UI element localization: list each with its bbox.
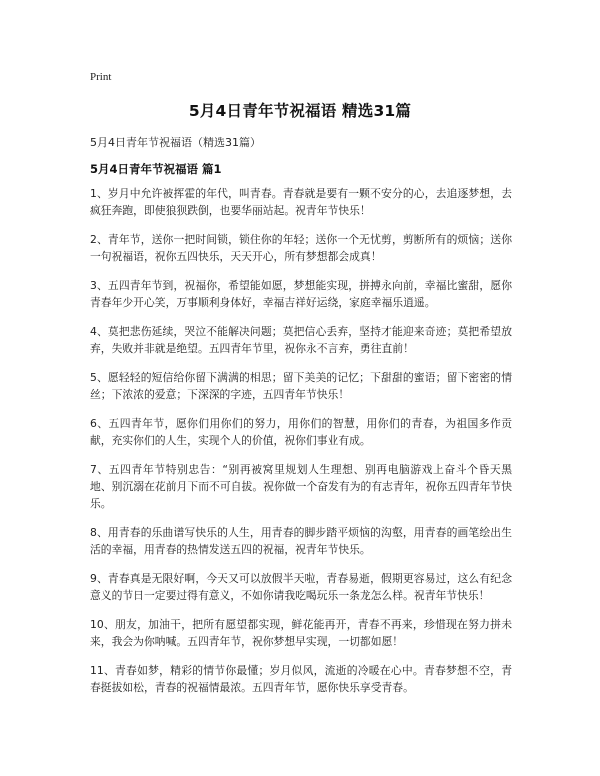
paragraph: 3、五四青年节到，祝福你，希望能如愿，梦想能实现，拼搏永向前，幸福比蜜甜，愿你青春年少开心笑，万事顺利身体好，幸福吉祥好运绕，家庭幸福乐逍遥。 [90, 279, 512, 309]
paragraph: 10、朋友，加油干，把所有愿望都实现，鲜花能再开，青春不再来，珍惜现在努力拼未来，我会为你呐喊。五四青年节，祝你梦想早实现，一切都如愿！ [90, 618, 512, 648]
content-body [90, 185, 512, 708]
page-title: 5月4日青年节祝福语 精选31篇 [188, 102, 412, 120]
paragraph: 11、青春如梦，精彩的情节你最懂；岁月似风，流逝的冷暖在心中。青春梦想不空，青春挺拔如松，青春的祝福情最浓。五四青年节，愿你快乐享受青春。 [90, 664, 512, 694]
paragraph: 8、用青春的乐曲谱写快乐的人生，用青春的脚步踏平烦恼的沟壑，用青春的画笔绘出生活的幸福，用青春的热情发送五四的祝福，祝青年节快乐。 [90, 526, 512, 556]
paragraph: 7、五四青年节特别忠告：“别再被窝里规划人生理想、别再电脑游戏上奋斗个昏天黑地、别沉溺在花前月下而不可自拔。祝你做一个奋发有为的有志青年，祝你五四青年节快乐。 [90, 463, 512, 510]
document-subtitle: 5月4日青年节祝福语（精选31篇） [90, 136, 261, 149]
paragraph: 6、五四青年节，愿你们用你们的努力，用你们的智慧，用你们的青春，为祖国多作贡献，充实你们的人生，实现个人的价值，祝你们事业有成。 [90, 417, 512, 447]
paragraph: 1、岁月中允许被挥霍的年代，叫青春。青春就是要有一颗不安分的心，去追逐梦想，去疯狂奔跑，即使狼狈跌倒，也要华丽站起。祝青年节快乐！ [90, 187, 512, 217]
paragraph: 5、愿轻轻的短信给你留下满满的相思；留下美美的记忆；下甜甜的蜜语；留下密密的情丝；下浓浓的爱意；下深深的字迹，五四青年节快乐！ [90, 371, 512, 401]
paragraph: 2、青年节，送你一把时间锁，锁住你的年轻；送你一个无忧剪，剪断所有的烦恼；送你一句祝福语，祝你五四快乐，天天开心，所有梦想都会成真！ [90, 233, 512, 263]
section-heading: 5月4日青年节祝福语 篇1 [90, 162, 222, 176]
paragraph: 4、莫把悲伤延续，哭泣不能解决问题；莫把信心丢弃，坚持才能迎来奇迹；莫把希望放弃，失败并非就是绝望。五四青年节里，祝你永不言弃，勇往直前！ [90, 325, 512, 355]
print-label[interactable]: Print [90, 71, 112, 83]
paragraph: 9、青春真是无限好啊，今天又可以放假半天啦，青春易逝，假期更容易过，这么有纪念意义的节日一定要过得有意义，不如你请我吃喝玩乐一条龙怎么样。祝青年节快乐！ [90, 572, 512, 602]
